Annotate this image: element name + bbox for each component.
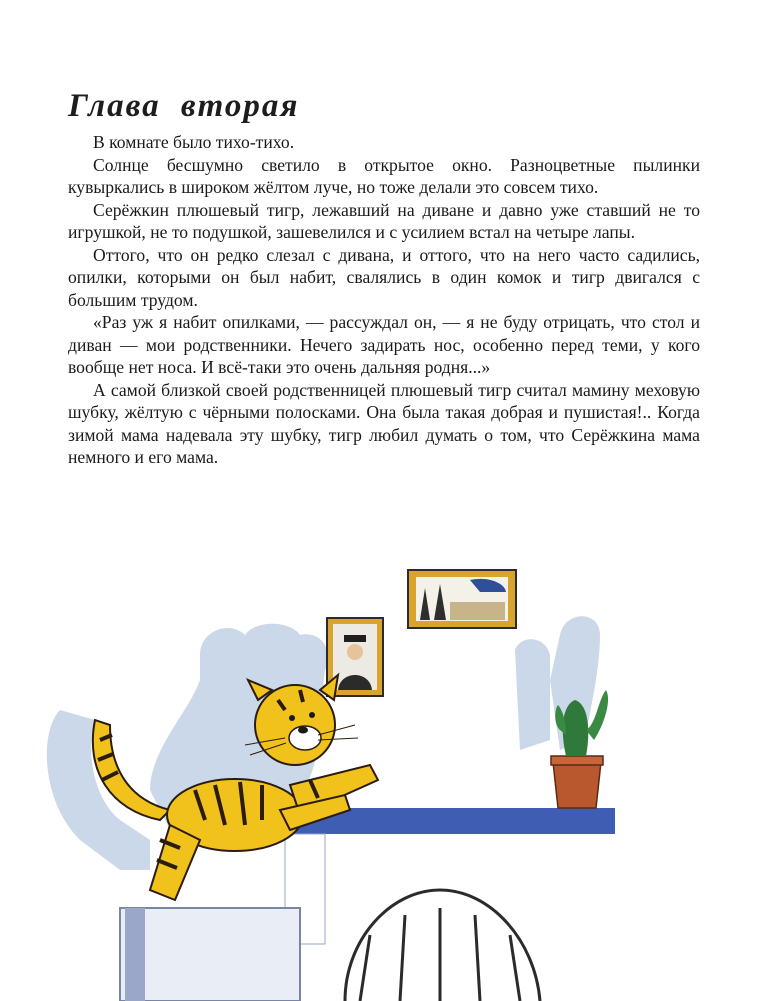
- paragraph: В комнате было тихо-тихо.: [93, 132, 295, 152]
- paragraph: Солнце бесшумно светило в открытое окно. Разноцветные пылинки кувыркались в широком жёлтом луче, но тоже делали это совсем тихо.: [68, 154, 700, 197]
- tiger-illustration: [0, 540, 763, 1001]
- paragraph: А самой близкой своей родственницей плюшевый тигр считал мамину меховую шубку, жёлтую с чёрными полосками. Она была такая добрая и пушистая!.. Когда зимой мама надевала эту шубку, тигр любил думать о том, что Серёжкина мама немного и его мама.: [68, 379, 700, 467]
- chapter-text: [68, 131, 700, 469]
- paragraph: Серёжкин плюшевый тигр, лежавший на диване и давно уже ставший не то игрушкой, не то подушкой, зашевелился и с усилием встал на четыре лапы.: [68, 199, 700, 242]
- paragraph: «Раз уж я набит опилками, — рассуждал он, — я не буду отрицать, что стол и диван — мои родственники. Нечего задирать нос, особенно перед теми, у кого вообще нет носа. И всё-таки это очень дальняя родня...»: [68, 312, 700, 377]
- chapter-title: Глава вторая: [68, 88, 300, 124]
- paragraph: Оттого, что он редко слезал с дивана, и оттого, что на него часто садились, опилки, которыми он был набит, свалялись в один комок и тигр двигался с большим трудом.: [68, 244, 700, 310]
- framed-landscape-picture: [408, 570, 516, 628]
- chair: [345, 890, 540, 1001]
- cactus-pot: [551, 690, 608, 808]
